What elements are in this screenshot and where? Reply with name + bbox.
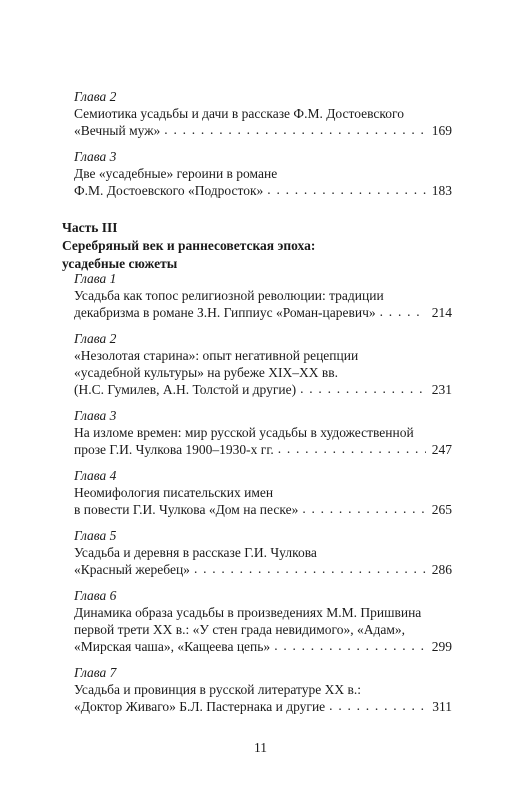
entry-title-line: первой трети XX в.: «У стен града невидимого», «Адам»,	[74, 622, 406, 637]
dot-leader	[267, 181, 426, 198]
toc-entry	[74, 467, 452, 518]
entry-title-end: Ф.М. Достоевского «Подросток»	[74, 183, 264, 198]
chapter-label: Глава 2	[74, 331, 117, 346]
entry-page-number: 231	[431, 382, 452, 397]
chapter-label: Глава 6	[74, 588, 117, 603]
chapter-label: Глава 2	[74, 89, 117, 104]
entry-last-line	[74, 698, 452, 715]
entry-last-line	[74, 561, 452, 578]
toc-entry	[74, 330, 452, 398]
toc-top-section	[74, 88, 452, 208]
toc-entry	[74, 88, 452, 139]
part-title: Часть III	[62, 220, 118, 235]
entry-page-number: 265	[431, 502, 452, 517]
entry-title-line: «Незолотая старина»: опыт негативной рецепции	[74, 348, 359, 363]
toc-entry	[74, 527, 452, 578]
entry-last-line	[74, 304, 452, 321]
chapter-label: Глава 3	[74, 149, 117, 164]
toc-entry	[74, 587, 452, 655]
entry-title-end: прозе Г.И. Чулкова 1900–1930-х гг.	[74, 442, 274, 457]
dot-leader	[380, 303, 426, 320]
entry-title-end: «Мирская чаша», «Кащеева цепь»	[74, 639, 271, 654]
entry-last-line	[74, 441, 452, 458]
entry-title-line: Усадьба и деревня в рассказе Г.И. Чулкова	[74, 545, 317, 560]
entry-last-line	[74, 638, 452, 655]
toc-part-section	[74, 270, 452, 724]
dot-leader	[194, 560, 426, 577]
entry-title-end: «Доктор Живаго» Б.Л. Пастернака и другие	[74, 699, 326, 714]
entry-title-end: (Н.С. Гумилев, А.Н. Толстой и другие)	[74, 382, 297, 397]
dot-leader	[278, 440, 426, 457]
toc-entry	[74, 148, 452, 199]
entry-title-line: Динамика образа усадьбы в произведениях М.М. Пришвина	[74, 605, 422, 620]
dot-leader	[329, 697, 426, 714]
chapter-label: Глава 3	[74, 408, 117, 423]
entry-last-line	[74, 122, 452, 139]
entry-last-line	[74, 381, 452, 398]
entry-title-line: «усадебной культуры» на рубеже XIX–XX вв.	[74, 365, 338, 380]
entry-title-line: На изломе времен: мир русской усадьбы в художественной	[74, 425, 414, 440]
page-number: 11	[254, 740, 267, 755]
entry-title-end: декабризма в романе З.Н. Гиппиус «Роман-царевич»	[74, 305, 376, 320]
part-subtitle-line-2: усадебные сюжеты	[62, 256, 178, 271]
entry-last-line	[74, 501, 452, 518]
entry-page-number: 214	[431, 305, 452, 320]
dot-leader	[274, 637, 426, 654]
chapter-label: Глава 5	[74, 528, 117, 543]
entry-page-number: 247	[431, 442, 452, 457]
part-heading	[62, 219, 452, 273]
dot-leader	[302, 500, 426, 517]
dot-leader	[300, 380, 426, 397]
entry-title-end: в повести Г.И. Чулкова «Дом на песке»	[74, 502, 299, 517]
chapter-label: Глава 7	[74, 665, 117, 680]
entry-title-end: «Красный жеребец»	[74, 562, 190, 577]
entry-title-end: «Вечный муж»	[74, 123, 161, 138]
entry-page-number: 183	[431, 183, 452, 198]
entry-page-number: 286	[431, 562, 452, 577]
entry-page-number: 311	[432, 699, 452, 714]
dot-leader	[164, 121, 426, 138]
toc-entry	[74, 270, 452, 321]
entry-page-number: 169	[431, 123, 452, 138]
entry-last-line	[74, 182, 452, 199]
toc-entry	[74, 664, 452, 715]
part-subtitle-line-1: Серебряный век и раннесоветская эпоха:	[62, 238, 316, 253]
entry-title-line: Усадьба как топос религиозной революции: традиции	[74, 288, 384, 303]
chapter-label: Глава 1	[74, 271, 117, 286]
entry-title-line: Усадьба и провинция в русской литературе XX в.:	[74, 682, 362, 697]
entry-title-line: Две «усадебные» героини в романе	[74, 166, 278, 181]
toc-entry	[74, 407, 452, 458]
entry-title-line: Семиотика усадьбы и дачи в рассказе Ф.М. Достоевского	[74, 106, 404, 121]
chapter-label: Глава 4	[74, 468, 117, 483]
entry-title-line: Неомифология писательских имен	[74, 485, 274, 500]
entry-page-number: 299	[431, 639, 452, 654]
